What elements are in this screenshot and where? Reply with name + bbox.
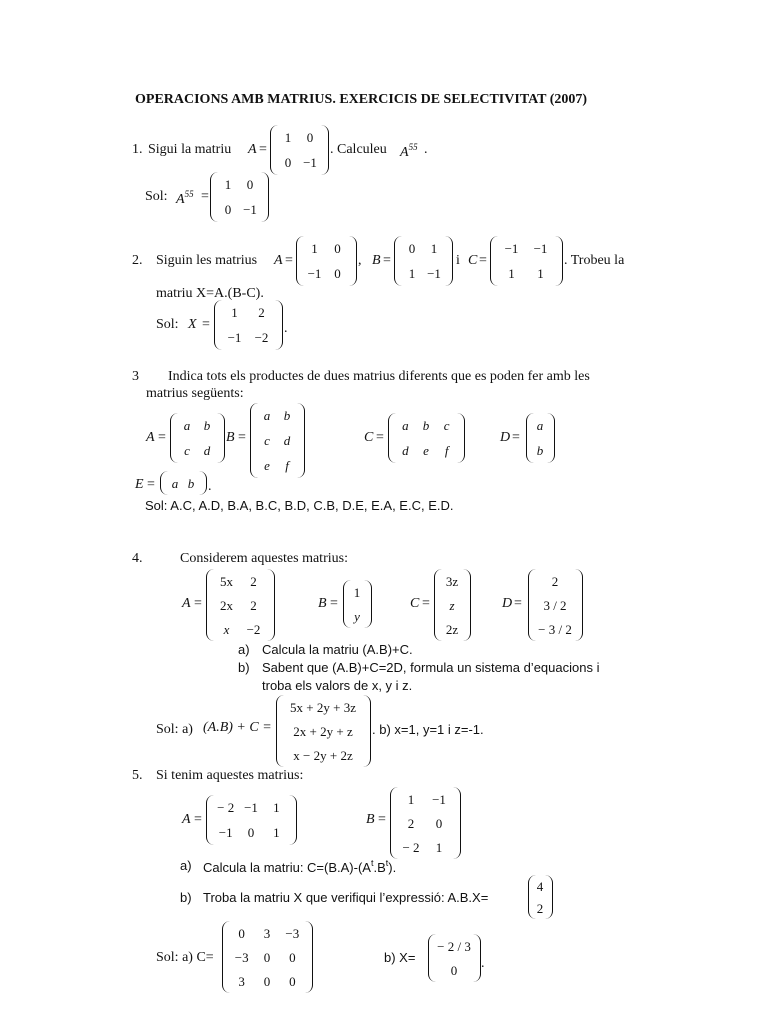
ex4-solution-matrix-cell: 5x + 2y + 3z [290,699,356,715]
ex5-solution-matrix-c-cell: 0 [289,973,296,989]
ex5-matrix-b-cell: 2 [407,815,415,831]
ex4-matrix-d-label: D [502,596,513,611]
ex2-matrix-c-label: C [468,253,478,268]
ex3-matrix-d-label: D [500,430,511,445]
ex5-solution-label: Sol: a) C= [156,950,214,965]
ex5-solution-matrix-c-cell: 0 [238,925,245,941]
ex1-matrix-a-cell: 1 [284,130,292,145]
ex1-solution-base: A [176,192,185,207]
ex4-matrix-a-cell: −2 [246,621,261,637]
ex2-matrix-a-right-bracket [349,236,357,286]
ex5-matrix-b-cell: 1 [435,839,443,855]
ex3-matrix-c-left-bracket [388,413,396,463]
ex2-matrix-b-right-bracket [445,236,453,286]
ex3-b-equals: = [238,430,246,445]
ex5-part-a-end: ). [388,860,397,875]
ex3-matrix-c-cell: d [402,443,409,458]
ex1-power-base [400,143,418,160]
ex3-solution: Sol: A.C, A.D, B.A, B.C, B.D, C.B, D.E, E.A, E.C, E.D. [145,498,454,513]
ex4-matrix-a-label: A [182,596,191,611]
ex5-solution-matrix-x-left-bracket [428,934,436,982]
ex3-matrix-d-cell: a [536,418,544,433]
ex5-solution-matrix-x-right-bracket [473,934,481,982]
ex5-a-equals: = [194,812,202,827]
ex1-solution-power [176,190,194,207]
ex2-solution-x-label: X [188,317,197,332]
ex3-statement: Indica tots els productes de dues matrius diferents que es poden fer amb les [168,369,590,384]
ex1-solution-matrix-right-bracket [261,172,269,222]
ex2-matrix-a-left-bracket [296,236,304,286]
ex4-a-equals: = [194,596,202,611]
ex2-matrix-a-label: A [274,253,283,268]
ex5-matrix-a-right-bracket [289,795,297,845]
ex1-statement: Sigui la matriu [148,142,232,157]
ex2-solution-matrix-cell: 1 [231,305,238,320]
ex3-matrix-c-cell: f [444,443,449,458]
ex3-matrix-b-cell: f [285,458,289,473]
ex5-part-b-vector-left-bracket [528,875,536,919]
ex4-matrix-c-left-bracket [434,569,442,641]
ex4-solution-matrix-cell: 2x + 2y + z [293,723,353,739]
ex1-matrix-a-cell: 0 [284,155,292,170]
ex2-tail-text: . Trobeu la [564,253,625,268]
ex4-matrix-c-right-bracket [463,569,471,641]
ex3-matrix-c-label: C [364,430,374,445]
ex2-matrix-a-cell: 0 [334,241,341,256]
ex5-solution-matrix-x-cell: 0 [450,962,458,978]
ex5-matrix-b-cell: −1 [432,791,446,807]
ex1-equals: = [259,142,267,157]
ex4-part-b-marker: b) [238,660,250,675]
ex4-part-b-text-line2: troba els valors de x, y i z. [262,678,413,693]
ex3-matrix-e-left-bracket [160,471,168,495]
ex3-matrix-a-left-bracket [170,413,178,463]
ex3-matrix-b-label: B [226,430,235,445]
ex5-matrix-b-label: B [366,812,375,827]
ex2-solution-matrix-left-bracket [214,300,222,350]
ex4-statement: Considerem aquestes matrius: [180,551,348,566]
ex1-solution-equals: = [201,189,209,204]
ex1-solution-matrix-cell: 1 [224,177,232,192]
ex2-solution-period: . [284,321,288,336]
ex2-matrix-b-cell: 1 [430,241,438,256]
ex2-matrix-a-cell: −1 [307,266,322,281]
ex3-matrix-e-label: E [135,477,144,492]
ex3-matrix-b-cell: a [263,408,271,423]
ex2-matrix-b-left-bracket [394,236,402,286]
ex2-c-equals: = [479,253,487,268]
ex2-solution-matrix-cell: −1 [227,330,242,345]
ex3-matrix-a-cell: c [184,443,190,458]
ex4-solution-label: Sol: a) [156,722,193,737]
ex5-matrix-b-cell: 0 [435,815,443,831]
ex4-matrix-a-cell: 2 [250,597,257,613]
ex3-matrix-a-cell: d [203,443,211,458]
ex5-matrix-a-label: A [182,812,191,827]
ex3-number: 3 [132,369,139,384]
ex1-period: . [424,142,428,157]
ex3-matrix-a-cell: a [183,418,191,433]
ex5-part-b-text: Troba la matriu X que verifiqui l’expressió: A.B.X= [203,890,489,905]
ex2-and-word: i [456,253,460,268]
ex3-matrix-d-cell: b [536,443,544,458]
ex5-solution-matrix-c-right-bracket [305,921,313,993]
ex1-matrix-a-cell: 0 [306,130,314,145]
ex2-matrix-a-cell: 0 [334,266,341,281]
ex5-part-b-vector-cell: 2 [536,900,544,916]
ex4-solution-matrix-right-bracket [363,695,371,767]
ex4-part-a-text: Calcula la matriu (A.B)+C. [262,642,413,657]
ex3-matrix-b-cell: b [283,408,291,423]
ex3-e-period: . [208,479,212,494]
ex4-matrix-b-right-bracket [364,580,372,628]
ex5-part-b-marker: b) [180,890,192,905]
ex5-solution-matrix-x-cell: − 2 / 3 [437,938,471,954]
ex4-matrix-c-label: C [410,596,420,611]
ex1-power-base-letter: A [400,145,409,160]
ex4-matrix-a-cell: 5x [220,573,233,589]
ex3-matrix-c-cell: b [422,418,430,433]
ex3-matrix-a-cell: b [203,418,211,433]
ex2-matrix-b-cell: −1 [427,266,441,281]
ex3-matrix-b-cell: e [264,458,270,473]
ex2-matrix-c-cell: 1 [537,266,544,281]
ex4-part-b-text: Sabent que (A.B)+C=2D, formula un sistema d’equacions i [262,660,600,675]
ex5-matrix-b-cell: 1 [407,791,415,807]
ex5-solution-matrix-c-cell: 3 [238,973,245,989]
ex5-matrix-a-cell: −1 [244,800,258,815]
ex3-a-equals: = [158,430,166,445]
ex5-part-a-marker: a) [180,858,192,873]
ex1-number: 1. [132,142,143,157]
ex3-matrix-d-left-bracket [526,413,534,463]
ex4-matrix-d-cell: 3 / 2 [543,597,567,613]
ex3-matrix-b-cell: c [264,433,270,448]
ex1-tail-text: . Calculeu [330,142,387,157]
ex2-matrix-c-right-bracket [555,236,563,286]
ex5-matrix-b-right-bracket [453,787,461,859]
ex3-matrix-e-cell: a [171,475,179,491]
ex2-solution-label: Sol: [156,317,179,332]
ex3-statement-line2: matrius següents: [146,386,244,401]
ex5-b-equals: = [378,812,386,827]
ex2-comma: , [358,253,362,268]
ex2-matrix-c-cell: −1 [504,241,519,256]
ex1-solution-matrix-cell: −1 [243,202,257,217]
ex4-d-equals: = [514,596,522,611]
ex4-number: 4. [132,551,143,566]
ex4-b-equals: = [330,596,338,611]
ex5-part-a-text [203,859,396,874]
ex4-matrix-c-cell: 2z [445,621,459,637]
ex5-solution-matrix-c-cell: −3 [285,925,300,941]
ex3-matrix-c-cell: c [443,418,450,433]
ex2-matrix-a-cell: 1 [311,241,318,256]
ex3-matrix-b-cell: d [283,433,291,448]
ex2-matrix-c-cell: 1 [508,266,515,281]
ex1-power-exponent: 55 [408,142,418,152]
ex3-matrix-b-left-bracket [250,403,258,478]
ex5-part-a-main: Calcula la matriu: C=(B.A)-(A [203,860,371,875]
ex3-matrix-b-right-bracket [297,403,305,478]
ex2-statement: Siguin les matrius [156,253,258,268]
ex5-solution-part-b-label: b) X= [384,950,416,965]
ex5-part-a-mid: .B [373,860,386,875]
ex4-matrix-a-left-bracket [206,569,214,641]
ex3-matrix-c-right-bracket [457,413,465,463]
ex5-solution-matrix-c-cell: 0 [289,949,296,965]
ex3-c-equals: = [376,430,384,445]
ex4-c-equals: = [422,596,430,611]
ex1-matrix-a-cell: −1 [303,155,317,170]
ex5-solution-matrix-c-cell: 0 [263,973,271,989]
ex2-solution-matrix-cell: 2 [258,305,265,320]
ex4-matrix-a-cell: 2x [220,597,233,613]
ex4-matrix-d-cell: − 3 / 2 [538,621,572,637]
ex5-matrix-a-cell: 1 [273,800,280,815]
ex4-matrix-d-left-bracket [528,569,536,641]
ex5-matrix-b-cell: − 2 [402,839,420,855]
ex3-d-equals: = [512,430,520,445]
ex5-part-b-vector-right-bracket [545,875,553,919]
ex2-solution-matrix-cell: −2 [254,330,269,345]
ex5-matrix-a-cell: 1 [273,825,280,840]
ex1-solution-exponent: 55 [184,189,194,199]
ex4-matrix-a-cell: x [223,621,230,637]
ex5-matrix-a-cell: − 2 [217,800,235,815]
ex5-solution-matrix-c-left-bracket [222,921,230,993]
ex5-number: 5. [132,768,143,783]
ex1-solution-matrix-cell: 0 [246,177,254,192]
ex2-matrix-b-cell: 1 [408,266,416,281]
ex4-solution-part-b: . b) x=1, y=1 i z=-1. [372,722,484,737]
ex5-matrix-a-left-bracket [206,795,214,845]
ex5-matrix-a-cell: 0 [247,825,255,840]
ex2-statement-line2: matriu X=A.(B-C). [156,286,264,301]
ex2-solution-matrix-right-bracket [275,300,283,350]
ex4-matrix-b-left-bracket [343,580,351,628]
ex4-matrix-d-right-bracket [575,569,583,641]
ex5-part-b-vector-cell: 4 [536,878,544,894]
ex4-solution-expression: (A.B) + C = [203,720,272,735]
ex3-matrix-c-cell: a [402,418,409,433]
ex4-matrix-c-cell: z [449,597,455,613]
ex3-matrix-c-cell: e [423,443,429,458]
ex2-matrix-c-left-bracket [490,236,498,286]
ex5-solution-matrix-c-cell: 0 [263,949,271,965]
ex2-matrix-c-cell: −1 [533,241,548,256]
ex5-matrix-a-cell: −1 [218,825,233,840]
ex5-solution-matrix-c-cell: 3 [263,925,271,941]
ex1-matrix-a-left-bracket [270,125,278,175]
ex4-matrix-c-cell: 3z [445,573,459,589]
ex5-transpose-a: t [370,858,374,868]
ex4-matrix-b-cell: 1 [353,584,361,600]
ex3-e-equals: = [147,477,155,492]
ex1-solution-label: Sol: [145,189,168,204]
page-title: OPERACIONS AMB MATRIUS. EXERCICIS DE SELECTIVITAT (2007) [135,92,588,107]
ex2-a-equals: = [285,253,293,268]
ex3-matrix-e-cell: b [187,475,195,491]
ex2-matrix-b-cell: 0 [408,241,416,256]
ex3-matrix-e-right-bracket [199,471,207,495]
ex5-solution-period: . [481,956,485,971]
ex1-solution-matrix-cell: 0 [224,202,232,217]
ex1-solution-matrix-left-bracket [210,172,218,222]
ex3-matrix-a-right-bracket [217,413,225,463]
ex4-matrix-b-label: B [318,596,327,611]
ex3-matrix-a-label: A [146,430,155,445]
ex2-b-equals: = [383,253,391,268]
ex4-part-a-marker: a) [238,642,250,657]
ex2-matrix-b-label: B [372,253,381,268]
ex5-transpose-b: t [385,858,389,868]
ex4-solution-matrix-cell: x − 2y + 2z [293,747,353,763]
ex2-number: 2. [132,253,143,268]
ex4-matrix-a-cell: 2 [250,573,257,589]
ex3-matrix-d-right-bracket [547,413,555,463]
ex1-matrix-a-right-bracket [321,125,329,175]
ex4-matrix-b-cell: y [354,608,360,624]
ex5-solution-matrix-c-cell: −3 [234,949,249,965]
ex5-statement: Si tenim aquestes matrius: [156,768,304,783]
ex4-solution-matrix-left-bracket [276,695,284,767]
ex1-matrix-a-label: A [248,142,257,157]
ex4-matrix-a-right-bracket [267,569,275,641]
ex2-solution-equals: = [202,317,210,332]
ex5-matrix-b-left-bracket [390,787,398,859]
ex4-matrix-d-cell: 2 [551,573,559,589]
